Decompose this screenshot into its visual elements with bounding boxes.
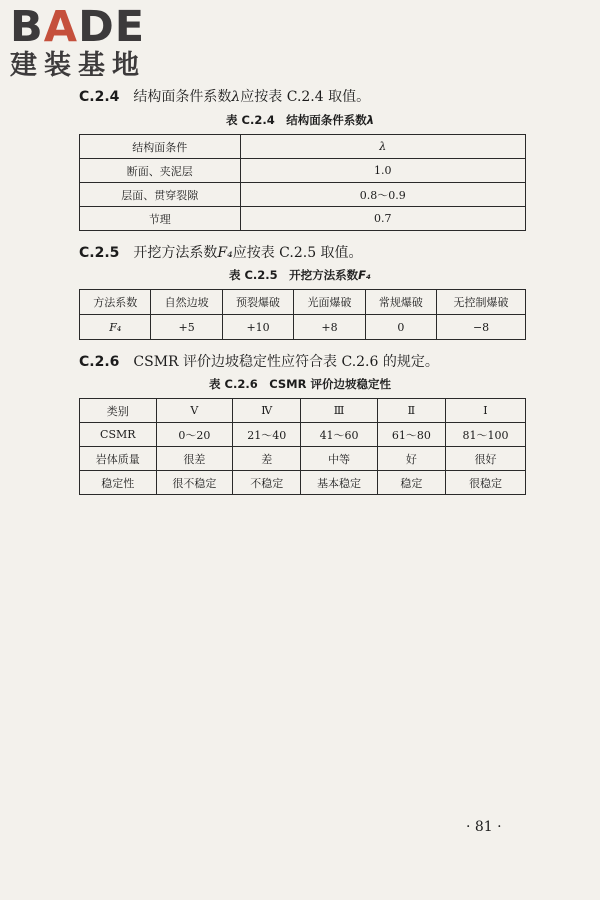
table-cell: 好: [377, 447, 445, 471]
clause-symbol: F₄: [217, 245, 233, 261]
clause-c-2-4: [79, 86, 370, 106]
header-cell: 自然边坡: [151, 290, 222, 315]
table-cell: 0.7: [240, 207, 525, 231]
table-row: [80, 159, 526, 183]
table-row: [80, 315, 526, 340]
caption-symbol: λ: [366, 113, 374, 127]
clause-number: C.2.4: [79, 89, 120, 105]
table-c-2-4: [79, 134, 526, 231]
table-cell: 稳定: [377, 471, 445, 495]
table-c-2-5: [79, 289, 526, 340]
table-cell: CSMR: [80, 423, 157, 447]
table-header-row: [80, 135, 526, 159]
clause-c-2-5: [79, 242, 363, 262]
table-row: [80, 207, 526, 231]
header-cell: 方法系数: [80, 290, 151, 315]
header-cell: 常规爆破: [365, 290, 436, 315]
table-cell: 稳定性: [80, 471, 157, 495]
header-cell: Ⅲ: [301, 399, 378, 423]
caption-symbol: F₄: [358, 268, 372, 282]
header-cell: 光面爆破: [294, 290, 365, 315]
table-cell: 很稳定: [445, 471, 525, 495]
table-cell: +8: [294, 315, 365, 340]
table-cell: 很好: [445, 447, 525, 471]
clause-c-2-6: [79, 351, 439, 371]
header-cell: 结构面条件: [80, 135, 241, 159]
table-caption-c-2-5: [0, 267, 600, 283]
table-cell: 节理: [80, 207, 241, 231]
header-cell: Ⅱ: [377, 399, 445, 423]
table-header-row: [80, 290, 526, 315]
table-cell: 断面、夹泥层: [80, 159, 241, 183]
clause-text: CSMR 评价边坡稳定性应符合表 C.2.6 的规定。: [133, 354, 439, 370]
table-cell: −8: [437, 315, 526, 340]
table-cell: +5: [151, 315, 222, 340]
watermark-logo: [10, 4, 180, 81]
logo-wordmark: BADE: [10, 2, 146, 52]
table-cell: 21～40: [233, 423, 301, 447]
caption-prefix: 表 C.2.5: [228, 268, 278, 282]
table-row: [80, 183, 526, 207]
table-cell: 差: [233, 447, 301, 471]
table-cell: F₄: [80, 315, 151, 340]
table-cell: 层面、贯穿裂隙: [80, 183, 241, 207]
table-cell: 41～60: [301, 423, 378, 447]
table-row: [80, 471, 526, 495]
clause-number: C.2.6: [79, 354, 120, 370]
page-number: · 81 ·: [466, 819, 502, 835]
table-cell: +10: [222, 315, 293, 340]
table-cell: 0: [365, 315, 436, 340]
table-cell: 61～80: [377, 423, 445, 447]
table-header-row: [80, 399, 526, 423]
clause-symbol: λ: [231, 89, 241, 105]
table-cell: 中等: [301, 447, 378, 471]
header-cell: λ: [240, 135, 525, 159]
table-caption-c-2-4: [0, 112, 600, 128]
table-cell: 0.8～0.9: [240, 183, 525, 207]
header-cell: 无控制爆破: [437, 290, 526, 315]
clause-text: 开挖方法系数: [133, 245, 218, 261]
header-cell: 预裂爆破: [222, 290, 293, 315]
table-cell: 0～20: [156, 423, 233, 447]
table-caption-c-2-6: 表 C.2.6 CSMR 评价边坡稳定性: [209, 377, 391, 391]
table-c-2-6: [79, 398, 526, 495]
table-cell: 岩体质量: [80, 447, 157, 471]
table-cell: 1.0: [240, 159, 525, 183]
header-cell: Ⅴ: [156, 399, 233, 423]
header-cell: Ⅰ: [445, 399, 525, 423]
caption-title: 结构面条件系数: [286, 113, 367, 127]
table-cell: 81～100: [445, 423, 525, 447]
table-cell: 很不稳定: [156, 471, 233, 495]
table-cell: 不稳定: [233, 471, 301, 495]
table-row: [80, 447, 526, 471]
clause-text-tail: 应按表 C.2.4 取值。: [240, 89, 371, 105]
header-cell: Ⅳ: [233, 399, 301, 423]
caption-prefix: 表 C.2.4: [226, 113, 275, 127]
header-cell: 类别: [80, 399, 157, 423]
clause-text: 结构面条件系数: [133, 89, 232, 105]
logo-subtitle: 建装基地: [10, 50, 146, 81]
clause-text-tail: 应按表 C.2.5 取值。: [232, 245, 363, 261]
caption-title: 开挖方法系数: [289, 268, 359, 282]
table-row: [80, 423, 526, 447]
clause-number: C.2.5: [79, 245, 120, 261]
table-cell: 很差: [156, 447, 233, 471]
table-cell: 基本稳定: [301, 471, 378, 495]
